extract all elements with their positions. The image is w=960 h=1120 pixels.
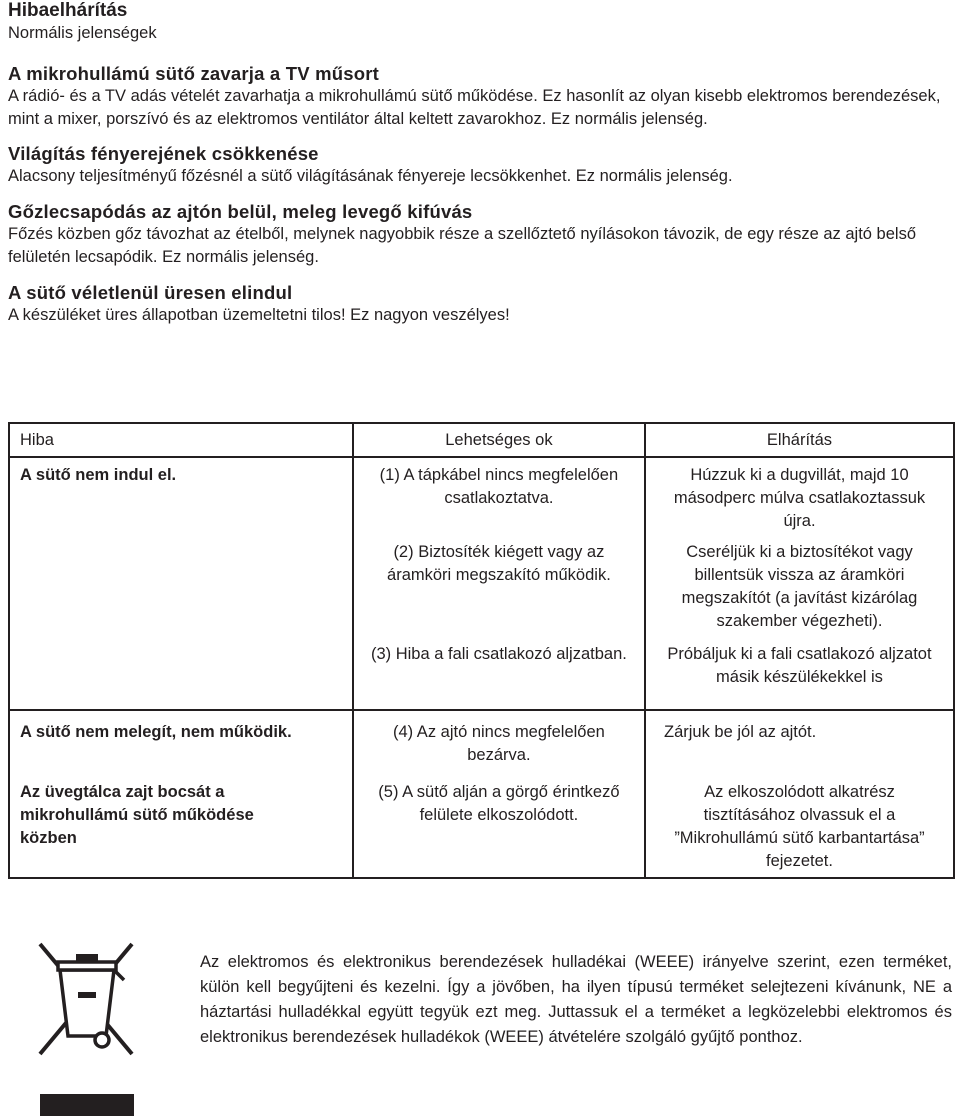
table-row bbox=[9, 633, 954, 710]
troubleshooting-table bbox=[8, 422, 955, 879]
header-problem: Hiba bbox=[9, 423, 353, 457]
section-light-dimming bbox=[8, 143, 956, 188]
table-row bbox=[9, 775, 954, 878]
section-text: A készüléket üres állapotban üzemeltetni tilos! Ez nagyon veszélyes! bbox=[8, 306, 510, 324]
section-text: A rádió- és a TV adás vételét zavarhatja a mikrohullámú sütő működése. Ez hasonlít az olyan kisebb elektromos berendezések, mint a mixer, porszívó és az elektromos ventilátor által keltett zavarokhoz. Ez normális jelenség. bbox=[8, 87, 941, 128]
problem-cell: A sütő nem indul el. bbox=[9, 457, 353, 533]
cause-cell: (5) A sütő alján a görgő érintkező felülete elkoszolódott. bbox=[353, 775, 645, 878]
table-row bbox=[9, 710, 954, 775]
problem-cell: Az üvegtálca zajt bocsát a mikrohullámú sütő működése közben bbox=[9, 775, 353, 878]
remedy-cell: Cseréljük ki a biztosítékot vagy billentsük vissza az áramköri megszakítót (a javítást kizárólag szakember végezheti). bbox=[645, 533, 954, 633]
page-subtitle: Normális jelenségek bbox=[8, 24, 157, 42]
header-remedy: Elhárítás bbox=[645, 423, 954, 457]
weee-notice: Az elektromos és elektronikus berendezések hulladékai (WEEE) irányelve szerint, ezen terméket, külön kell begyűjteni és kezelni. Így a jövőben, ha ilyen típusú terméket selejtezeni kívánunk, NE a háztartási hulladékkal együtt tegyük ezt meg. Juttassuk el a terméket a legközelebbi elektromos és elektronikus berendezések hulladékok (WEEE) átvételére szolgáló gyűjtő ponthoz. bbox=[200, 953, 952, 1046]
problem-cell: A sütő nem melegít, nem működik. bbox=[9, 710, 353, 775]
table-row bbox=[9, 457, 954, 533]
cause-cell: (4) Az ajtó nincs megfelelően bezárva. bbox=[353, 710, 645, 775]
section-title: A mikrohullámú sütő zavarja a TV műsort bbox=[8, 63, 380, 84]
page-title: Hibaelhárítás bbox=[8, 0, 128, 21]
crossed-out-wheelie-bin-icon bbox=[36, 940, 138, 1120]
table-row bbox=[9, 533, 954, 633]
problem-cell bbox=[9, 533, 353, 633]
section-title: A sütő véletlenül üresen elindul bbox=[8, 282, 293, 303]
remedy-cell: Zárjuk be jól az ajtót. bbox=[645, 710, 954, 775]
section-title: Gőzlecsapódás az ajtón belül, meleg levegő kifúvás bbox=[8, 201, 473, 222]
remedy-cell: Húzzuk ki a dugvillát, majd 10 másodperc múlva csatlakoztassuk újra. bbox=[645, 457, 954, 533]
problem-cell bbox=[9, 633, 353, 710]
cause-cell: (3) Hiba a fali csatlakozó aljzatban. bbox=[353, 633, 645, 710]
section-title: Világítás fényerejének csökkenése bbox=[8, 143, 319, 164]
remedy-cell: Az elkoszolódott alkatrész tisztításához olvassuk el a ”Mikrohullámú sütő karbantartása” fejezetet. bbox=[645, 775, 954, 878]
document-body bbox=[8, 0, 956, 327]
section-text: Alacsony teljesítményű főzésnél a sütő világításának fényereje lecsökkenhet. Ez normális jelenség. bbox=[8, 167, 733, 185]
cause-cell: (1) A tápkábel nincs megfelelően csatlakoztatva. bbox=[353, 457, 645, 533]
header-cause: Lehetséges ok bbox=[353, 423, 645, 457]
section-steam-condensation bbox=[8, 201, 956, 269]
section-empty-start bbox=[8, 282, 956, 327]
remedy-cell: Próbáljuk ki a fali csatlakozó aljzatot másik készülékekkel is bbox=[645, 633, 954, 710]
section-text: Főzés közben gőz távozhat az ételből, melynek nagyobbik része a szellőztető nyílásokon távozik, de egy része az ajtó belső felületén lecsapódik. Ez normális jelenség. bbox=[8, 225, 917, 266]
section-tv-interference bbox=[8, 63, 956, 131]
table-header-row bbox=[9, 423, 954, 457]
cause-cell: (2) Biztosíték kiégett vagy az áramköri megszakító működik. bbox=[353, 533, 645, 633]
